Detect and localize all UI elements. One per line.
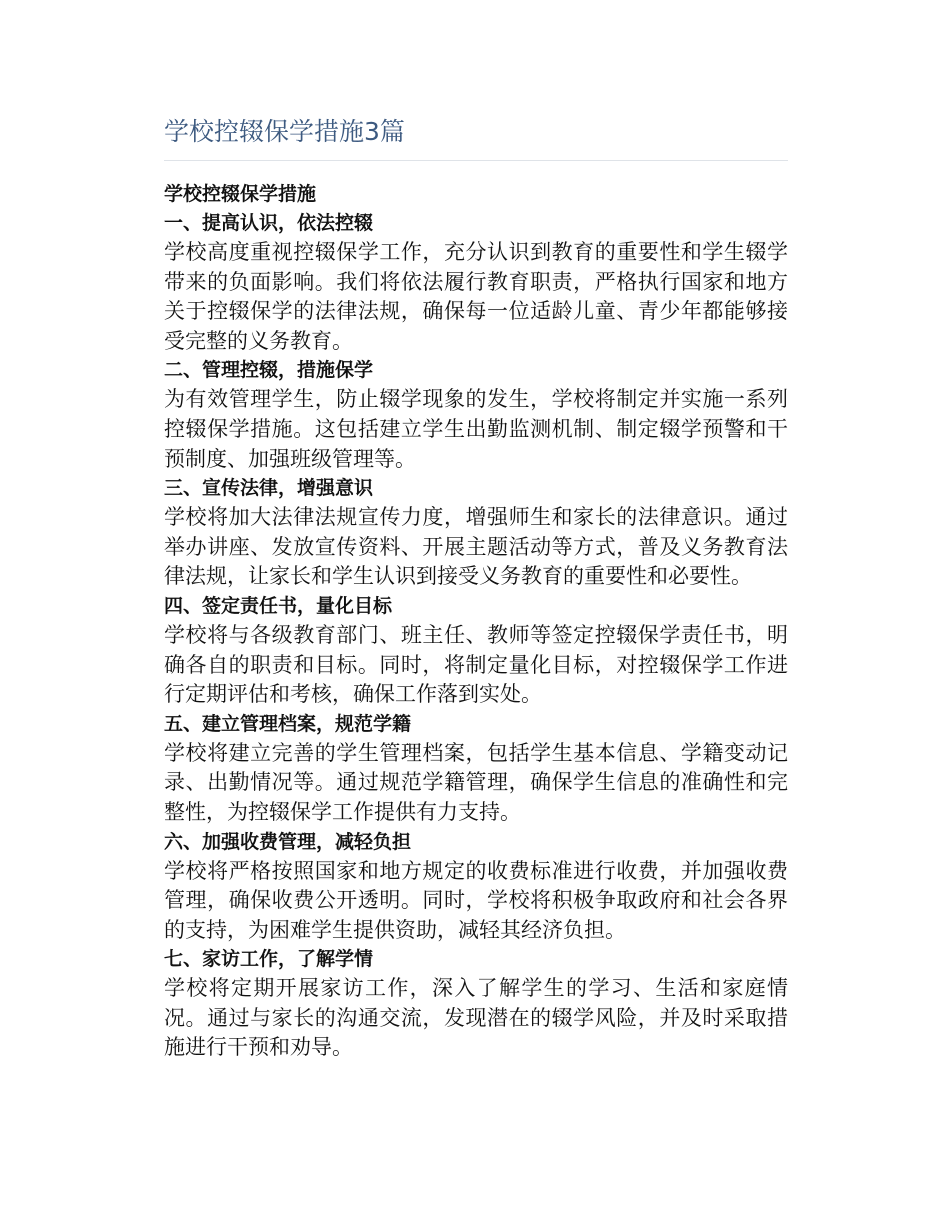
- section-3: [164, 474, 788, 592]
- section-heading: 六、加强收费管理，减轻负担: [164, 830, 412, 853]
- section-2: [164, 356, 788, 474]
- section-1: [164, 209, 788, 356]
- main-heading: 学校控辍保学措施: [164, 183, 317, 205]
- section-heading: 七、家访工作，了解学情: [164, 948, 374, 971]
- section-heading: 二、管理控辍，措施保学: [164, 359, 374, 382]
- title-divider: [164, 160, 788, 161]
- section-5: [164, 710, 788, 828]
- section-paragraph: 学校将建立完善的学生管理档案，包括学生基本信息、学籍变动记录、出勤情况等。通过规范学籍管理，确保学生信息的准确性和完整性，为控辍保学工作提供有力支持。: [164, 740, 788, 824]
- document-title: 学校控辍保学措施3篇: [164, 117, 405, 146]
- section-paragraph: 为有效管理学生，防止辍学现象的发生，学校将制定并实施一系列控辍保学措施。这包括建立学生出勤监测机制、制定辍学预警和干预制度、加强班级管理等。: [164, 387, 788, 471]
- section-paragraph: 学校高度重视控辍保学工作，充分认识到教育的重要性和学生辍学带来的负面影响。我们将依法履行教育职责，严格执行国家和地方关于控辍保学的法律法规，确保每一位适龄儿童、青少年都能够接受完整的义务教育。: [164, 240, 788, 353]
- section-heading: 三、宣传法律，增强意识: [164, 477, 374, 500]
- section-paragraph: 学校将加大法律法规宣传力度，增强师生和家长的法律意识。通过举办讲座、发放宣传资料、开展主题活动等方式，普及义务教育法律法规，让家长和学生认识到接受义务教育的重要性和必要性。: [164, 505, 788, 589]
- section-paragraph: 学校将定期开展家访工作，深入了解学生的学习、生活和家庭情况。通过与家长的沟通交流，发现潜在的辍学风险，并及时采取措施进行干预和劝导。: [164, 976, 788, 1060]
- section-7: [164, 945, 788, 1063]
- section-4: [164, 592, 788, 710]
- section-6: [164, 828, 788, 946]
- section-heading: 一、提高认识，依法控辍: [164, 212, 374, 234]
- section-heading: 五、建立管理档案，规范学籍: [164, 712, 412, 735]
- document-body: [164, 180, 788, 1063]
- section-paragraph: 学校将与各级教育部门、班主任、教师等签定控辍保学责任书，明确各自的职责和目标。同时，将制定量化目标，对控辍保学工作进行定期评估和考核，确保工作落到实处。: [164, 622, 788, 707]
- section-heading: 四、签定责任书，量化目标: [164, 594, 393, 617]
- section-paragraph: 学校将严格按照国家和地方规定的收费标准进行收费，并加强收费管理，确保收费公开透明。同时，学校将积极争取政府和社会各界的支持，为困难学生提供资助，减轻其经济负担。: [164, 858, 788, 942]
